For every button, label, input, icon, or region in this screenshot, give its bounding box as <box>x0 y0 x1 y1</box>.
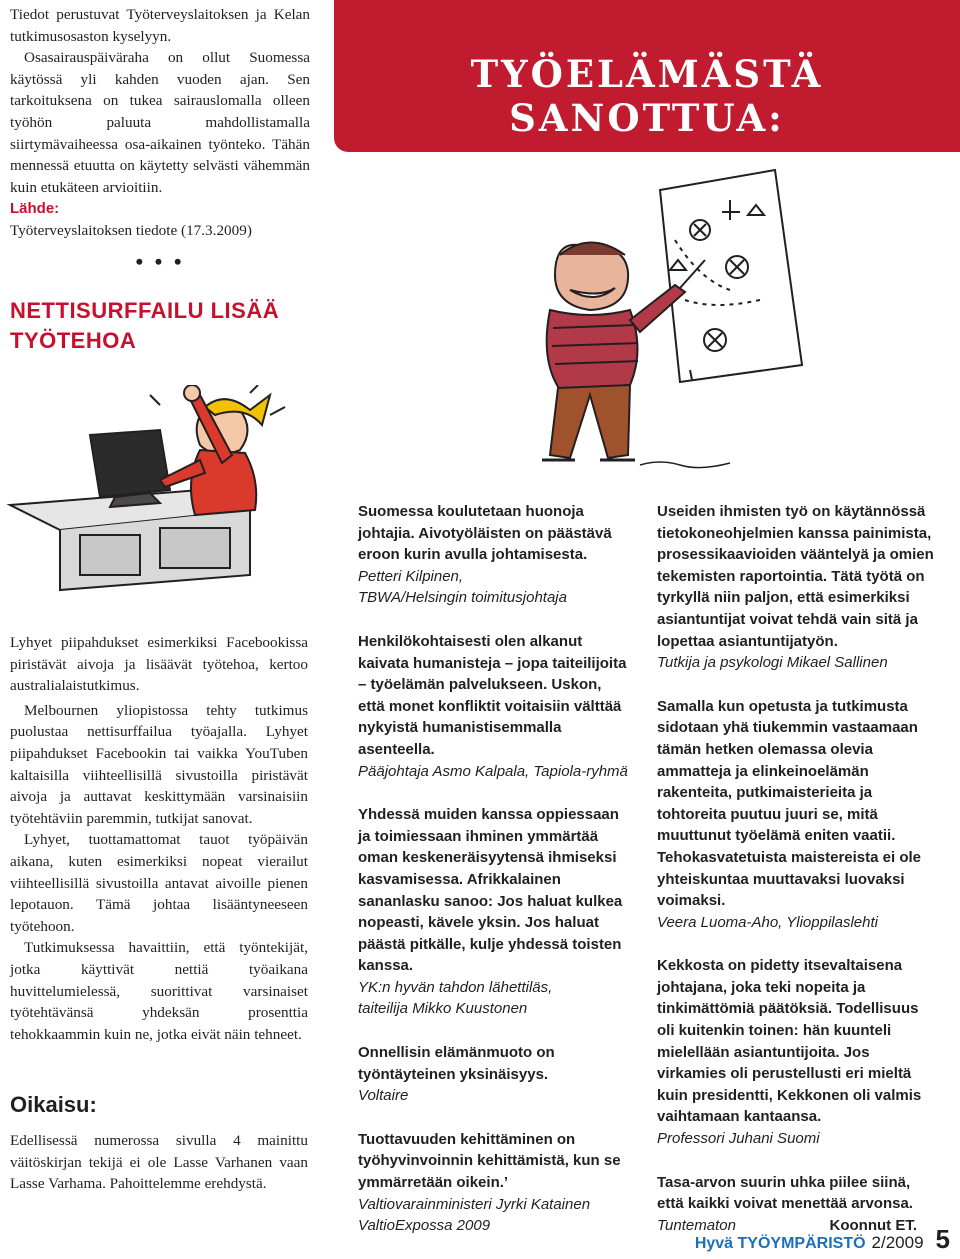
article-paragraph: Melbournen yliopistossa tehty tutkimus puolustaa nettisurffailua työajalla. Lyhyet piipahdukset Facebookin tai vaikka YouTuben kaltaisilla viihteellisillä sivustoilla piristävät aivoja ja auttavat keskittymään varsinaisiin työtehtäviin paremmin, tutkijat sanovat. <box>10 701 308 827</box>
source-label: Lähde: <box>10 200 60 218</box>
section-title-line-1: NETTISURFFAILU LISÄÄ <box>10 297 280 323</box>
quote-author: Veera Luoma-Aho, Ylioppilaslehti <box>657 913 878 931</box>
quote-block <box>358 804 632 1020</box>
article-paragraph: Lyhyet piipahdukset esimerkiksi Facebookissa piristävät aivoja ja lisäävät työtehoa, kertoo australialaistutkimus. <box>10 634 308 695</box>
quote-text: Kekkosta on pidetty itsevaltaisena johtajana, joka teki nopeita ja tinkimättömiä päätöksiä. Todellisuus oli kuitenkin toinen: hän kuunteli mielellään asiantuntijoita. Jos virkamies oli perustellusti eri mieltä kuin presidentti, Kekkonen oli valmis vaihtamaan kantaansa. <box>657 957 922 1126</box>
correction-text: Edellisessä numerossa sivulla 4 mainittu väitöskirjan tekijä ei ole Lasse Varhanen vaan Lasse Varhama. Pahoittelemme erehdystä. <box>10 1132 308 1193</box>
intro-paragraph: Tiedot perustuvat Työterveyslaitoksen ja Kelan tutkimusosaston kyselyyn. <box>10 6 310 45</box>
quote-author: TBWA/Helsingin toimitusjohtaja <box>358 589 567 607</box>
quote-author: Valtiovarainministeri Jyrki Katainen <box>358 1195 591 1213</box>
quote-author: YK:n hyvän tahdon lähettiläs, <box>358 978 553 996</box>
quote-text: Henkilökohtaisesti olen alkanut kaivata humanisteja – jopa taiteilijoita – työelämän palvelukseen. Uskon, että monet konfliktit voitaisiin välttää nykyistä humanistisemmalla asenteella. <box>358 632 627 758</box>
quote-text: Suomessa koulutetaan huonoja johtajia. Aivotyöläisten on päästävä eroon kurin avulla johtamisesta. <box>358 503 612 564</box>
section-title-line-2: TYÖTEHOA <box>10 327 137 353</box>
quotes-banner <box>334 0 960 152</box>
quote-author: Professori Juhani Suomi <box>657 1130 820 1148</box>
issue-number: 2/2009 <box>871 1233 924 1252</box>
cartoon-man-with-chart-illustration <box>430 160 830 480</box>
source-text: Työterveyslaitoksen tiedote (17.3.2009) <box>10 221 252 239</box>
quote-block <box>358 501 632 609</box>
quotes-column-2 <box>657 501 935 1258</box>
nettisurf-article <box>10 632 308 1045</box>
quote-text: Useiden ihmisten työ on käytännössä tietokoneohjelmien kanssa painimista, prosessikaavioiden vääntelyä ja omien tekemisten raportointia. Tätä työtä on tyrkyllä niin paljon, että esimerkiksi asiantuntijat voivat tehdä vain sitä ja lopettaa asiantuntijatyön. <box>657 503 934 650</box>
quote-block <box>358 1129 632 1237</box>
page-number: 5 <box>935 1224 950 1254</box>
quote-text: Yhdessä muiden kanssa oppiessaan ja toimiessaan ihminen ymmärtää oman keskeneräisyytensä ihmiseksi kasvamisessa. Afrikkalainen sananlasku sanoo: Jos haluat kulkea nopeasti, kävele yksin. Jos haluat päästä pitkälle, kulje yhdessä toisten kanssa. <box>358 806 623 975</box>
section-divider: • • • <box>135 248 185 274</box>
article-paragraph: Tutkimuksessa havaittiin, että työntekijät, jotka käyttivät nettiä työaikana huvittelumielessä, suorittivat varsinaiset työtehtävänsä yhdeksän prosenttia tehokkaammin kuin ne, jotka eivät näin tehneet. <box>10 939 308 1043</box>
quote-block <box>657 696 935 934</box>
quote-author: Pääjohtaja Asmo Kalpala, Tapiola-ryhmä <box>358 762 628 780</box>
quote-author: Voltaire <box>358 1087 409 1105</box>
quote-text: Samalla kun opetusta ja tutkimusta sidotaan yhä tiukemmin vastaamaan tämän hetken olemassa olevia ammatteja ja elinkeinoelämän rakenteita, putkimaisterieita ja tohtoreita puutuu juuri se, mitä muuttunut työelämä eniten vaatii. Tehokasvatetuista maistereista ei ole yhteiskuntaa muuttavaksi luovaksi voimaksi. <box>657 697 922 910</box>
cartoon-girl-at-computer-illustration <box>0 385 335 600</box>
article-paragraph: Lyhyet, tuottamattomat tauot työpäivän aikana, kuten esimerkiksi nopeat vierailut viihteellisillä sivustoilla antavat aivoille pienen lepotauon. Tämä johtaa lisääntyneeseen työtehoon. <box>10 831 308 935</box>
quote-author: Tuntematon <box>657 1216 736 1234</box>
page-footer <box>695 1224 950 1255</box>
quote-block <box>358 631 632 782</box>
correction-title: Oikaisu: <box>10 1092 97 1117</box>
left-column <box>10 4 310 356</box>
correction-notice <box>10 1090 308 1195</box>
compiler-credit: Koonnut ET. <box>829 1216 917 1234</box>
magazine-name: Hyvä TYÖYMPÄRISTÖ <box>694 1235 866 1252</box>
banner-title: TYÖELÄMÄSTÄ SANOTTUA: <box>470 52 824 140</box>
quote-author: Tutkija ja psykologi Mikael Sallinen <box>657 654 888 672</box>
quote-block <box>657 955 935 1149</box>
quote-block <box>657 501 935 674</box>
quote-block <box>358 1042 632 1107</box>
quote-author: ValtioExpossa 2009 <box>358 1217 491 1235</box>
quote-author: taiteilija Mikko Kuustonen <box>358 1000 528 1018</box>
intro-paragraph: Osasairauspäiväraha on ollut Suomessa käytössä yli kahden vuoden ajan. Sen tarkoituksena on tukea sairauslomalla olleen työhön paluuta mahdollistamalla siirtymävaiheessa osa-aikainen työnteko. Tähän mennessä etuutta on käytetty selvästi vähemmän kuin etukäteen arvioitiin. <box>10 49 310 196</box>
quote-author: Petteri Kilpinen, <box>358 567 464 585</box>
quote-text: Tasa-arvon suurin uhka piilee siinä, että kaikki voivat menettää arvonsa. <box>657 1173 913 1213</box>
quote-text: Tuottavuuden kehittäminen on työhyvinvoinnin kehittämistä, kun se ymmärretään oikein.’ <box>358 1130 621 1192</box>
quote-text: Onnellisin elämänmuoto on työntäyteinen yksinäisyys. <box>358 1044 555 1083</box>
signature-scribble <box>640 462 730 468</box>
quotes-column-1 <box>358 501 632 1259</box>
